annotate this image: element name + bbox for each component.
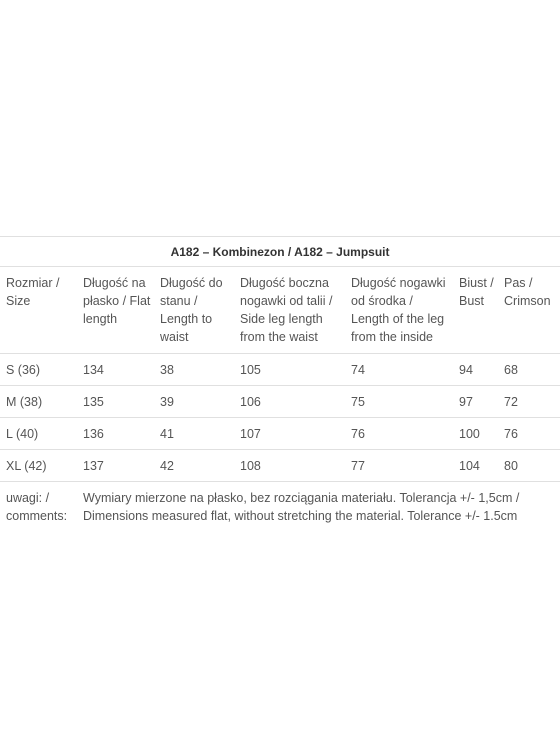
cell-length-to-waist: 39 (154, 386, 234, 418)
cell-inside-leg-length: 74 (345, 354, 453, 386)
header-flat-length: Długość na płasko / Flat length (77, 267, 154, 354)
cell-inside-leg-length: 75 (345, 386, 453, 418)
cell-length-to-waist: 41 (154, 418, 234, 450)
cell-inside-leg-length: 77 (345, 450, 453, 482)
cell-length-to-waist: 42 (154, 450, 234, 482)
cell-waist: 80 (498, 450, 560, 482)
cell-bust: 97 (453, 386, 498, 418)
notes-label: uwagi: / comments: (6, 491, 68, 523)
cell-flat-length: 137 (77, 450, 154, 482)
cell-side-leg-length: 106 (234, 386, 345, 418)
cell-waist: 76 (498, 418, 560, 450)
notes-text: Wymiary mierzone na płasko, bez rozciągania materiału. Tolerancja +/- 1,5cm / Dimensions measured flat, without stretching the material. Tolerance +/- 1.5cm (83, 491, 520, 523)
cell-flat-length: 135 (77, 386, 154, 418)
cell-size: XL (42) (0, 450, 77, 482)
size-table (0, 236, 560, 532)
cell-side-leg-length: 108 (234, 450, 345, 482)
table-row (0, 354, 560, 386)
cell-flat-length: 134 (77, 354, 154, 386)
header-inside-leg-length: Długość nogawki od środka / Length of the leg from the inside (345, 267, 453, 354)
cell-side-leg-length: 105 (234, 354, 345, 386)
cell-bust: 100 (453, 418, 498, 450)
size-chart (0, 236, 560, 532)
cell-bust: 104 (453, 450, 498, 482)
cell-size: L (40) (0, 418, 77, 450)
cell-size: M (38) (0, 386, 77, 418)
table-row (0, 450, 560, 482)
cell-bust: 94 (453, 354, 498, 386)
cell-size: S (36) (0, 354, 77, 386)
header-waist: Pas / Crimson (498, 267, 560, 354)
cell-flat-length: 136 (77, 418, 154, 450)
table-row (0, 418, 560, 450)
header-bust: Biust / Bust (453, 267, 498, 354)
cell-length-to-waist: 38 (154, 354, 234, 386)
header-row (0, 267, 560, 354)
header-side-leg-length: Długość boczna nogawki od talii / Side leg length from the waist (234, 267, 345, 354)
cell-waist: 72 (498, 386, 560, 418)
header-length-to-waist: Długość do stanu / Length to waist (154, 267, 234, 354)
cell-side-leg-length: 107 (234, 418, 345, 450)
table-row (0, 386, 560, 418)
notes-row (0, 482, 560, 533)
cell-inside-leg-length: 76 (345, 418, 453, 450)
header-size: Rozmiar / Size (0, 267, 77, 354)
table-title: A182 – Kombinezon / A182 – Jumpsuit (0, 237, 560, 267)
cell-waist: 68 (498, 354, 560, 386)
